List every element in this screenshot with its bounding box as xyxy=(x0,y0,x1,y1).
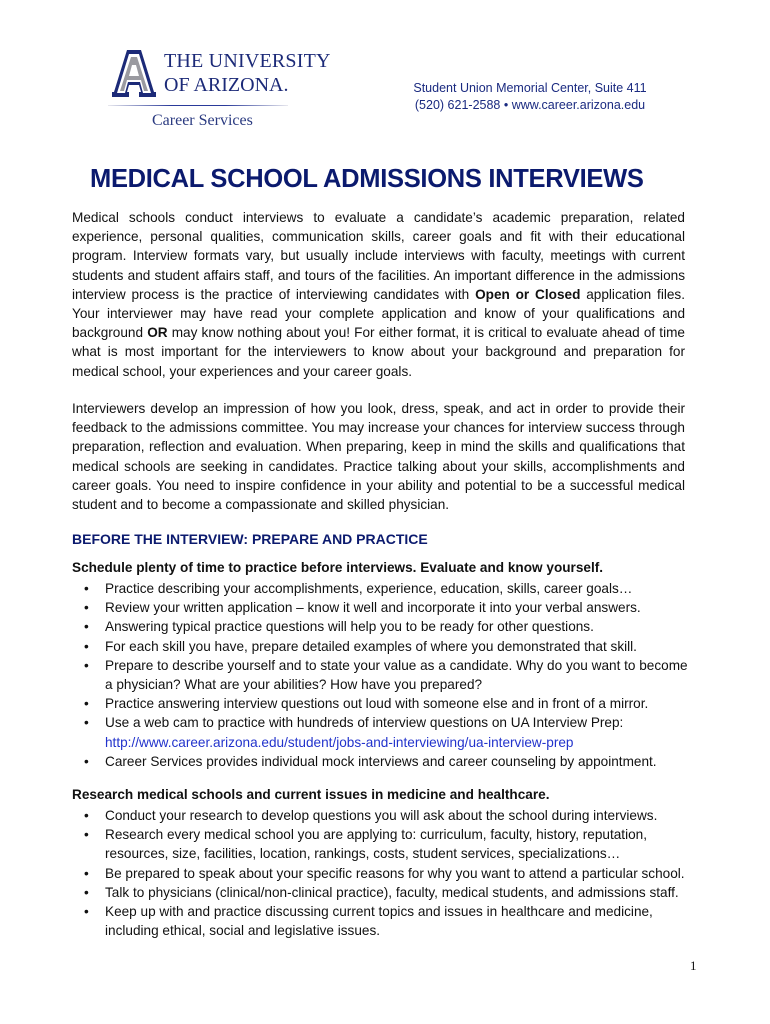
document-title: MEDICAL SCHOOL ADMISSIONS INTERVIEWS xyxy=(90,165,644,193)
contact-address: Student Union Memorial Center, Suite 411 xyxy=(413,81,647,95)
list-item-text: Practice answering interview questions out loud with someone else and in front of a mirror. xyxy=(105,696,649,712)
bullet-icon: • xyxy=(84,904,89,920)
intro-paragraph-1 xyxy=(72,208,685,381)
list-item xyxy=(72,579,692,598)
list-item-text: Answering typical practice questions will help you to be ready for other questions. xyxy=(105,619,594,635)
bullet-icon: • xyxy=(84,696,89,712)
intro-emphasis-open-closed: Open or Closed xyxy=(475,286,581,302)
logo-divider xyxy=(108,105,288,106)
list-item xyxy=(72,656,692,694)
list-item-text: Use a web cam to practice with hundreds of interview questions on UA Interview Prep: xyxy=(105,715,624,731)
bullet-icon: • xyxy=(84,600,89,616)
contact-info xyxy=(400,80,660,114)
list-item-text: For each skill you have, prepare detailed examples of where you demonstrated that skill. xyxy=(105,638,637,654)
list-item xyxy=(72,598,692,617)
bullet-icon: • xyxy=(84,715,89,731)
intro-paragraph-2: Interviewers develop an impression of how you look, dress, speak, and act in order to provide their feedback to the admissions committee. You may increase your chances for interview success through preparation, reflection and evaluation. When preparing, keep in mind the skills and qualifications that medical schools are seeking in candidates. Practice talking about your skills, accomplishments and career goals. You need to inspire confidence in your ability and potential to be a successful medical student and to become a compassionate and skilled physician. xyxy=(72,401,685,513)
list-item xyxy=(72,617,692,636)
logo-department: Career Services xyxy=(152,112,253,129)
intro-emphasis-or: OR xyxy=(147,325,168,341)
list-item-text: Review your written application – know it well and incorporate it into your verbal answers. xyxy=(105,600,641,616)
bullet-icon: • xyxy=(84,808,89,823)
practice-bullet-list xyxy=(72,579,692,771)
contact-phone-website: (520) 621-2588 • www.career.arizona.edu xyxy=(414,98,646,112)
university-logo xyxy=(108,44,331,134)
ua-interview-prep-link[interactable]: http://www.career.arizona.edu/student/jobs-and-interviewing/ua-interview-prep xyxy=(105,734,574,750)
university-block-a-icon xyxy=(112,48,156,98)
research-bullet-list xyxy=(72,806,692,940)
bullet-icon: • xyxy=(84,638,89,654)
bullet-icon: • xyxy=(84,619,89,635)
intro-text-part: may know nothing about you! For either format, it is critical to evaluate ahead of time what is most important for the interviewers to know about your background and preparation for medical school, your experiences and your career goals. xyxy=(72,325,685,379)
bullet-icon: • xyxy=(84,753,89,769)
bullet-icon: • xyxy=(84,827,89,843)
list-item-text: Be prepared to speak about your specific reasons for why you want to attend a particular school. xyxy=(105,865,685,881)
section-heading: BEFORE THE INTERVIEW: PREPARE AND PRACTICE xyxy=(72,531,428,547)
list-item xyxy=(72,713,692,751)
list-item-text: Prepare to describe yourself and to state your value as a candidate. Why do you want to become a physician? What are your abilities? How have you prepared? xyxy=(105,657,688,693)
list-item-text: Conduct your research to develop questions you will ask about the school during interviews. xyxy=(105,808,658,823)
bullet-icon: • xyxy=(84,657,89,673)
list-item-text: Practice describing your accomplishments, experience, education, skills, career goals… xyxy=(105,581,633,596)
intro-text-part: Medical schools conduct interviews to evaluate a candidate’s academic preparation, related experience, personal qualities, communication skills, career goals and fit with their educational program. Interview formats vary, but usually include interviews with faculty, meetings with current students and student affairs staff, and tours of the facilities. An important difference in the admissions interview process is the practice of interviewing candidates with xyxy=(72,210,685,302)
list-item xyxy=(72,752,692,771)
bullet-icon: • xyxy=(84,865,89,881)
list-item-text: Keep up with and practice discussing current topics and issues in healthcare and medicine, including ethical, social and legislative issues. xyxy=(105,904,653,939)
logo-university-name-line2: OF ARIZONA. xyxy=(164,74,289,96)
list-item-text: Research every medical school you are applying to: curriculum, faculty, history, reputation, resources, size, facilities, location, rankings, costs, student services, specializations… xyxy=(105,827,647,862)
logo-university-name-line1: THE UNIVERSITY xyxy=(164,50,331,72)
list-item xyxy=(72,694,692,713)
list-item xyxy=(72,637,692,656)
list-item-text: Career Services provides individual mock interviews and career counseling by appointment. xyxy=(105,753,657,769)
page-number: 1 xyxy=(690,958,697,973)
subsection-heading-research: Research medical schools and current issues in medicine and healthcare. xyxy=(72,787,550,802)
list-item-text: Talk to physicians (clinical/non-clinical practice), faculty, medical students, and admissions staff. xyxy=(105,884,679,900)
bullet-icon: • xyxy=(84,581,89,596)
bullet-icon: • xyxy=(84,884,89,900)
subsection-heading-practice: Schedule plenty of time to practice before interviews. Evaluate and know yourself. xyxy=(72,560,604,575)
list-item xyxy=(72,902,692,940)
list-item xyxy=(72,883,692,902)
list-item xyxy=(72,864,692,883)
intro-text-part: application files. Your interviewer may have read your complete application and know of your qualifications and background xyxy=(72,286,685,341)
list-item xyxy=(72,825,692,863)
list-item xyxy=(72,806,692,825)
